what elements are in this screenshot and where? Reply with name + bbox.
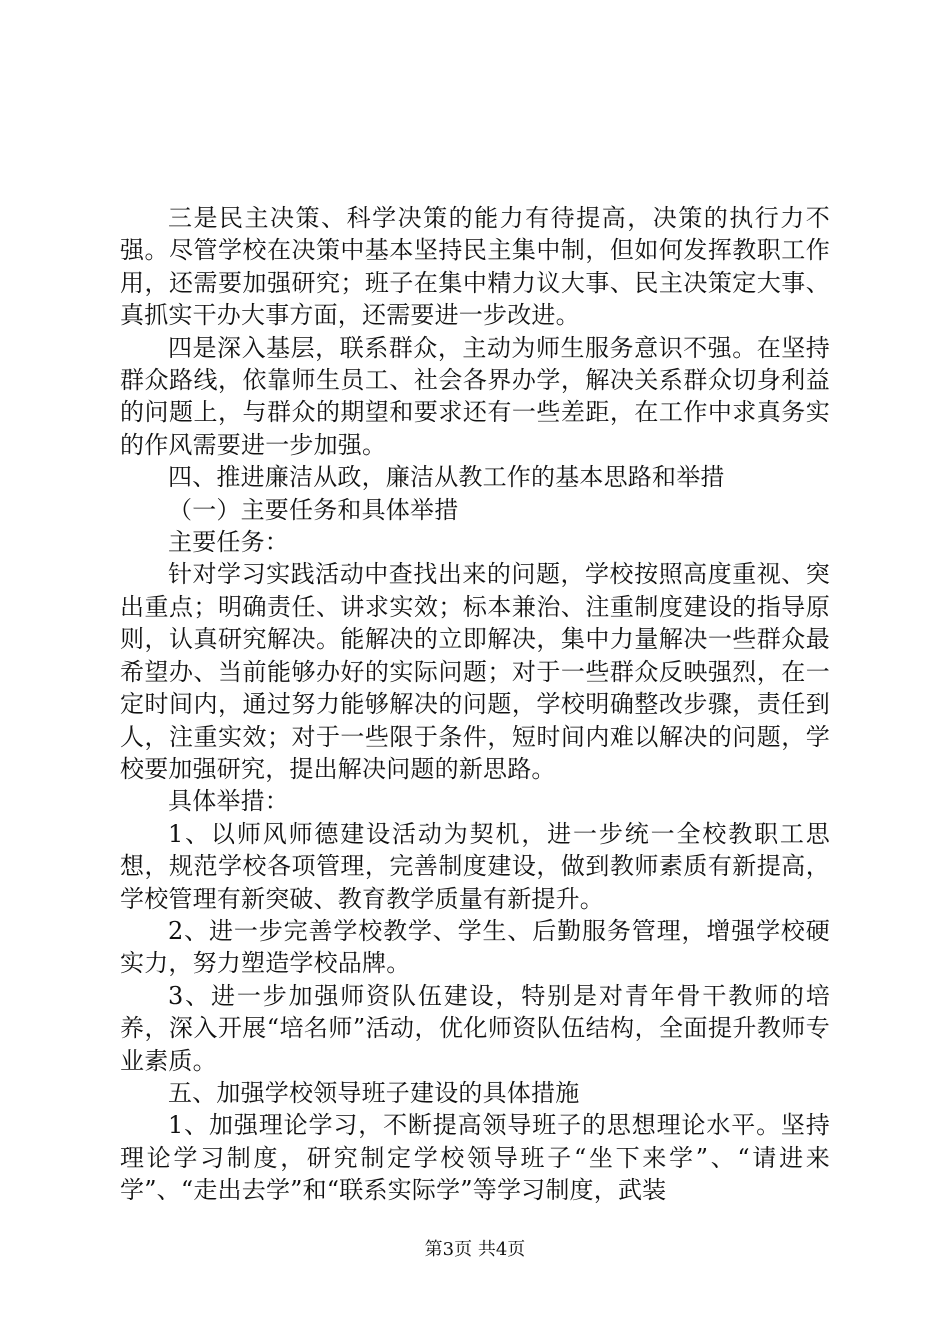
section-heading-5: 五、加强学校领导班子建设的具体措施 [168,1078,580,1107]
page-number-footer: 第3页 共4页 [424,1239,526,1260]
paragraph-main-tasks: 针对学习实践活动中查找出来的问题，学校按照高度重视、突出重点；明确责任、讲求实效；标本兼治、注重制度建设的指导原则，认真研究解决。能解决的立即解决，集中力量解决一些群众最希望办、当前能够办好的实际问题；对于一些群众反映强烈，在一定时间内，通过努力能够解决的问题，学校明确整改步骤，责任到人，注重实效；对于一些限于条件，短时间内难以解决的问题，学校要加强研究，提出解决问题的新思路。 [120,560,830,783]
leadership-item-1: 1、加强理论学习，不断提高领导班子的思想理论水平。坚持理论学习制度，研究制定学校领导班子“坐下来学”、“请进来学”、“走出去学”和“联系实际学”等学习制度，武装 [120,1111,830,1205]
section-heading-4: 四、推进廉洁从政，廉洁从教工作的基本思路和举措 [168,463,725,492]
paragraph-2: 四是深入基层，联系群众，主动为师生服务意识不强。在坚持群众路线，依靠师生员工、社会各界办学，解决关系群众切身利益的问题上，与群众的期望和要求还有一些差距，在工作中求真务实的作风需要进一步加强。 [120,333,830,459]
paragraph-1: 三是民主决策、科学决策的能力有待提高，决策的执行力不强。尽管学校在决策中基本坚持民主集中制，但如何发挥教职工作用，还需要加强研究；班子在集中精力议大事、民主决策定大事、真抓实干办大事方面，还需要进一步改进。 [120,204,830,330]
subsection-heading-1: （一）主要任务和具体举措 [168,495,459,524]
main-tasks-label: 主要任务： [168,528,289,557]
measure-item-1: 1、以师风师德建设活动为契机，进一步统一全校教职工思想，规范学校各项管理，完善制度建设，做到教师素质有新提高，学校管理有新突破、教育教学质量有新提升。 [120,819,830,913]
measure-item-2: 2、进一步完善学校教学、学生、后勤服务管理，增强学校硬实力，努力塑造学校品牌。 [120,916,830,978]
measure-item-3: 3、进一步加强师资队伍建设，特别是对青年骨干教师的培养，深入开展“培名师”活动，优化师资队伍结构，全面提升教师专业素质。 [120,981,830,1075]
measures-label: 具体举措： [168,787,289,816]
document-body [120,202,830,1207]
